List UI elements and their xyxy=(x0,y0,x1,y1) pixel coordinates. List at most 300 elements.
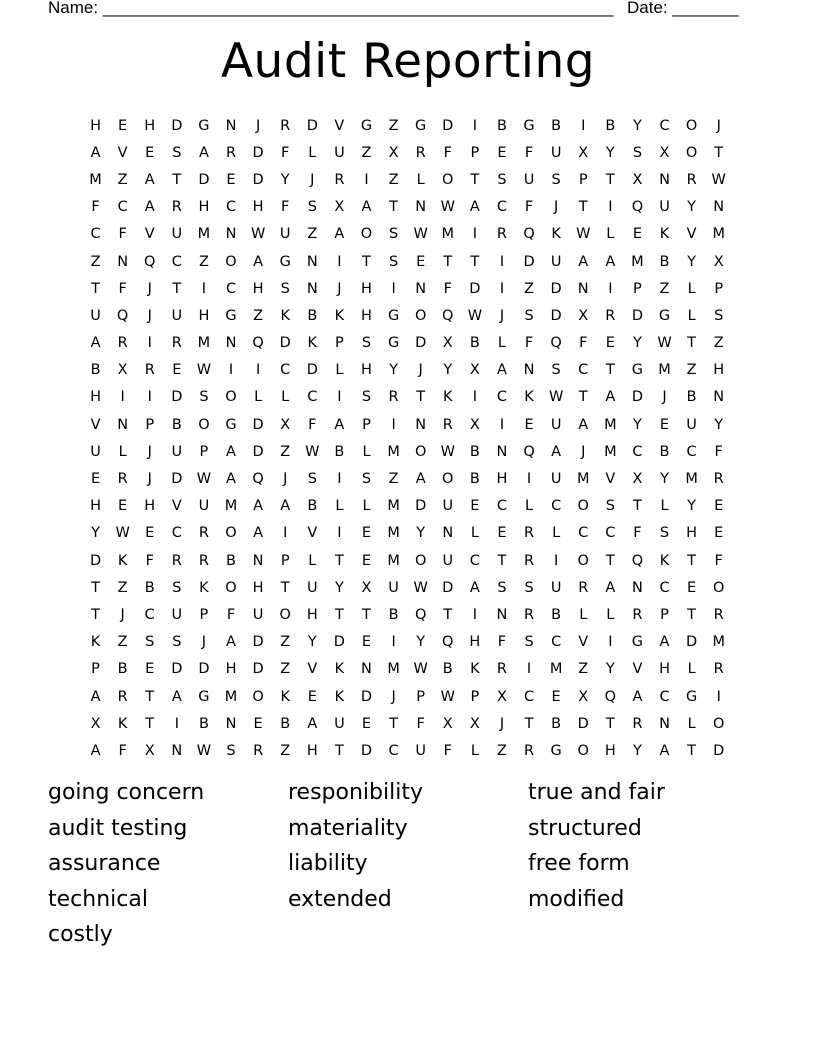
grid-letter: C xyxy=(632,443,643,460)
grid-letter: Z xyxy=(524,280,535,297)
grid-letter: E xyxy=(714,498,724,515)
word-list-item: structured xyxy=(528,815,642,841)
grid-letter: C xyxy=(469,552,480,569)
grid-letter: F xyxy=(281,199,290,216)
grid-letter: U xyxy=(550,416,562,433)
grid-letter: U xyxy=(388,579,399,596)
grid-letter: K xyxy=(334,307,345,324)
grid-letter: D xyxy=(469,280,481,297)
grid-letter: H xyxy=(90,117,101,134)
word-list-item: free form xyxy=(528,851,630,877)
grid-letter: R xyxy=(117,471,128,488)
grid-letter: M xyxy=(224,688,238,705)
grid-letter: C xyxy=(225,280,237,297)
grid-letter: E xyxy=(361,552,372,569)
grid-letter: B xyxy=(90,362,101,379)
word-list-item: costly xyxy=(48,922,113,948)
grid-letter: N xyxy=(306,280,318,297)
grid-letter: Y xyxy=(443,362,453,379)
grid-letter: P xyxy=(145,416,155,433)
grid-letter: X xyxy=(578,688,589,705)
grid-letter: Z xyxy=(90,253,101,270)
grid-letter: X xyxy=(469,715,480,732)
grid-letter: F xyxy=(524,144,534,161)
date-field-label: Date: _______ xyxy=(627,0,739,17)
grid-letter: T xyxy=(145,688,155,705)
grid-letter: V xyxy=(307,525,318,542)
grid-letter: B xyxy=(659,443,670,460)
grid-letter: S xyxy=(361,335,372,352)
grid-letter: A xyxy=(307,715,318,732)
grid-letter: Y xyxy=(91,525,100,542)
grid-letter: T xyxy=(91,280,100,297)
grid-letter: E xyxy=(145,144,155,161)
grid-letter: I xyxy=(337,389,342,406)
grid-letter: U xyxy=(334,144,345,161)
grid-letter: U xyxy=(550,579,562,596)
grid-letter: H xyxy=(198,199,210,216)
grid-letter: D xyxy=(252,661,264,678)
grid-letter: N xyxy=(523,362,535,379)
grid-letter: Z xyxy=(713,335,724,352)
grid-letter: R xyxy=(524,552,535,569)
grid-letter: I xyxy=(716,688,721,705)
grid-letter: I xyxy=(391,280,396,297)
grid-letter: N xyxy=(306,253,318,270)
grid-letter: L xyxy=(362,498,371,515)
grid-letter: T xyxy=(470,171,480,188)
grid-letter: F xyxy=(524,199,534,216)
grid-letter: W xyxy=(413,579,428,596)
grid-letter: U xyxy=(171,226,183,243)
grid-letter: A xyxy=(198,144,209,161)
grid-letter: A xyxy=(226,634,236,651)
grid-letter: H xyxy=(144,498,156,515)
grid-letter: R xyxy=(171,552,182,569)
grid-letter: G xyxy=(415,117,427,134)
grid-letter: B xyxy=(686,389,697,406)
grid-letter: I xyxy=(554,552,559,569)
grid-letter: D xyxy=(360,742,373,759)
grid-letter: B xyxy=(551,606,562,623)
grid-letter: L xyxy=(335,498,344,515)
grid-letter: F xyxy=(118,742,127,759)
grid-letter: E xyxy=(172,362,182,379)
grid-letter: F xyxy=(118,280,127,297)
grid-letter: T xyxy=(605,552,615,569)
grid-letter: O xyxy=(712,715,725,732)
grid-letter: A xyxy=(226,471,236,488)
grid-letter: W xyxy=(657,335,672,352)
grid-letter: N xyxy=(415,280,427,297)
grid-letter: K xyxy=(551,226,561,243)
grid-letter: N xyxy=(713,389,725,406)
grid-letter: H xyxy=(686,525,698,542)
grid-letter: R xyxy=(388,389,399,406)
grid-letter: H xyxy=(252,280,264,297)
grid-letter: T xyxy=(172,280,182,297)
grid-letter: A xyxy=(253,498,264,515)
grid-letter: I xyxy=(499,280,505,297)
grid-letter: A xyxy=(334,226,345,243)
grid-letter: D xyxy=(631,389,643,406)
grid-letter: R xyxy=(496,661,507,678)
grid-letter: M xyxy=(387,443,400,460)
grid-letter: B xyxy=(469,335,480,352)
grid-letter: Z xyxy=(198,253,209,270)
grid-letter: Y xyxy=(687,199,697,216)
grid-letter: Z xyxy=(253,307,264,324)
grid-letter: K xyxy=(524,389,534,406)
grid-letter: X xyxy=(632,171,643,188)
grid-letter: I xyxy=(228,362,234,379)
word-list-item: liability xyxy=(288,851,368,877)
grid-letter: C xyxy=(578,362,589,379)
grid-letter: B xyxy=(388,606,399,623)
grid-letter: C xyxy=(551,498,562,515)
grid-letter: T xyxy=(714,144,724,161)
grid-letter: M xyxy=(441,226,455,243)
grid-letter: R xyxy=(198,552,209,569)
grid-letter: S xyxy=(226,742,236,759)
grid-letter: C xyxy=(496,389,508,406)
grid-letter: W xyxy=(440,199,455,216)
grid-letter: I xyxy=(526,471,532,488)
grid-letter: T xyxy=(605,715,615,732)
grid-letter: I xyxy=(364,171,369,188)
grid-letter: R xyxy=(524,525,535,542)
grid-letter: M xyxy=(197,226,211,243)
grid-letter: B xyxy=(551,117,562,134)
grid-letter: M xyxy=(712,634,725,651)
grid-letter: D xyxy=(577,715,589,732)
grid-letter: D xyxy=(171,117,183,134)
grid-letter: U xyxy=(442,552,454,569)
grid-letter: Y xyxy=(714,416,724,433)
grid-letter: T xyxy=(362,253,371,270)
grid-letter: U xyxy=(90,307,101,324)
grid-letter: L xyxy=(687,715,696,732)
grid-letter: H xyxy=(306,606,318,623)
grid-letter: H xyxy=(713,362,725,379)
grid-letter: M xyxy=(387,498,400,515)
grid-letter: R xyxy=(713,661,724,678)
grid-letter: X xyxy=(632,471,643,488)
grid-letter: O xyxy=(279,606,291,623)
grid-letter: N xyxy=(225,226,237,243)
grid-letter: T xyxy=(524,715,534,732)
grid-letter: D xyxy=(333,634,345,651)
grid-letter: C xyxy=(659,117,670,134)
grid-letter: L xyxy=(687,307,696,324)
grid-letter: F xyxy=(443,742,452,759)
grid-letter: U xyxy=(550,253,562,270)
grid-letter: M xyxy=(685,471,698,488)
grid-letter: U xyxy=(171,606,183,623)
grid-letter: T xyxy=(687,606,697,623)
grid-letter: D xyxy=(713,742,725,759)
grid-letter: N xyxy=(713,199,725,216)
grid-letter: D xyxy=(306,362,318,379)
grid-letter: B xyxy=(117,661,128,678)
grid-letter: R xyxy=(415,144,426,161)
grid-letter: S xyxy=(524,579,534,596)
grid-letter: Q xyxy=(523,443,535,460)
grid-letter: M xyxy=(89,171,102,188)
grid-letter: R xyxy=(253,742,264,759)
grid-letter: G xyxy=(360,117,373,134)
grid-letter: M xyxy=(387,661,400,678)
grid-letter: E xyxy=(416,253,426,270)
grid-letter: C xyxy=(605,525,616,542)
grid-letter: U xyxy=(171,443,183,460)
word-list-item: assurance xyxy=(48,851,161,877)
grid-letter: A xyxy=(280,498,291,515)
grid-letter: I xyxy=(472,606,477,623)
grid-letter: Z xyxy=(496,742,507,759)
grid-letter: N xyxy=(631,579,643,596)
grid-letter: L xyxy=(660,498,669,515)
grid-letter: R xyxy=(605,307,616,324)
grid-letter: A xyxy=(90,688,101,705)
grid-letter: R xyxy=(171,335,182,352)
grid-letter: Q xyxy=(604,688,617,705)
grid-letter: D xyxy=(171,471,183,488)
grid-letter: V xyxy=(117,144,128,161)
grid-letter: F xyxy=(497,634,507,651)
grid-letter: U xyxy=(686,416,697,433)
grid-letter: I xyxy=(337,525,342,542)
grid-letter: B xyxy=(442,661,453,678)
grid-letter: B xyxy=(280,715,291,732)
grid-letter: X xyxy=(578,144,589,161)
grid-letter: O xyxy=(712,579,725,596)
grid-letter: M xyxy=(387,552,400,569)
grid-letter: Y xyxy=(389,362,398,379)
grid-letter: M xyxy=(576,471,590,488)
grid-letter: S xyxy=(605,498,615,515)
grid-letter: Z xyxy=(388,117,399,134)
grid-letter: R xyxy=(686,171,697,188)
word-list-item: technical xyxy=(48,886,148,912)
grid-letter: R xyxy=(524,606,535,623)
grid-letter: A xyxy=(605,579,616,596)
grid-letter: L xyxy=(470,525,479,542)
grid-letter: N xyxy=(225,117,237,134)
grid-letter: L xyxy=(308,144,317,161)
grid-letter: T xyxy=(389,715,398,732)
grid-letter: S xyxy=(307,199,317,216)
grid-letter: O xyxy=(252,688,264,705)
grid-letter: B xyxy=(469,443,480,460)
grid-letter: X xyxy=(388,144,399,161)
grid-letter: W xyxy=(305,443,320,460)
grid-letter: C xyxy=(90,226,101,243)
grid-letter: O xyxy=(577,498,589,515)
grid-letter: R xyxy=(198,525,209,542)
grid-letter: R xyxy=(171,199,182,216)
grid-letter: T xyxy=(362,606,371,623)
grid-letter: Y xyxy=(307,634,317,651)
grid-letter: D xyxy=(415,335,427,352)
grid-letter: V xyxy=(171,498,182,515)
grid-letter: X xyxy=(713,253,724,270)
grid-letter: S xyxy=(388,226,399,243)
grid-letter: W xyxy=(413,226,428,243)
grid-letter: R xyxy=(442,416,453,433)
grid-letter: K xyxy=(117,552,128,569)
grid-letter: A xyxy=(90,742,101,759)
grid-letter: H xyxy=(306,742,318,759)
grid-letter: D xyxy=(252,171,264,188)
grid-letter: K xyxy=(90,634,101,651)
grid-letter: G xyxy=(198,117,210,134)
grid-letter: A xyxy=(659,634,670,651)
grid-letter: S xyxy=(632,144,643,161)
grid-letter: J xyxy=(147,280,152,297)
grid-letter: J xyxy=(581,443,586,460)
grid-letter: C xyxy=(659,688,670,705)
grid-letter: L xyxy=(606,226,615,243)
grid-letter: E xyxy=(145,525,155,542)
grid-letter: Q xyxy=(252,471,264,488)
grid-letter: G xyxy=(631,362,644,379)
grid-letter: X xyxy=(361,579,372,596)
grid-letter: Q xyxy=(550,335,562,352)
grid-letter: B xyxy=(144,579,155,596)
grid-letter: I xyxy=(608,634,613,651)
grid-letter: R xyxy=(117,688,128,705)
grid-letter: I xyxy=(499,253,505,270)
grid-letter: O xyxy=(414,443,427,460)
grid-letter: A xyxy=(578,253,589,270)
grid-letter: R xyxy=(144,362,155,379)
grid-letter: E xyxy=(632,226,642,243)
grid-letter: A xyxy=(361,199,372,216)
grid-letter: Q xyxy=(442,634,454,651)
grid-letter: F xyxy=(714,443,723,460)
grid-letter: H xyxy=(604,742,616,759)
grid-letter: X xyxy=(280,416,291,433)
grid-letter: X xyxy=(496,688,507,705)
grid-letter: Y xyxy=(687,498,697,515)
grid-letter: W xyxy=(196,362,212,379)
grid-letter: E xyxy=(253,715,263,732)
grid-letter: G xyxy=(225,307,237,324)
grid-letter: N xyxy=(117,253,129,270)
grid-letter: W xyxy=(196,471,212,488)
grid-letter: D xyxy=(415,498,427,515)
grid-letter: X xyxy=(659,144,670,161)
grid-letter: Y xyxy=(687,253,697,270)
grid-letter: U xyxy=(523,171,535,188)
grid-letter: L xyxy=(362,443,371,460)
grid-letter: A xyxy=(171,688,182,705)
grid-letter: Z xyxy=(117,579,128,596)
grid-letter: D xyxy=(306,117,318,134)
grid-letter: H xyxy=(225,661,237,678)
grid-letter: R xyxy=(632,606,643,623)
grid-letter: R xyxy=(496,226,507,243)
grid-letter: C xyxy=(496,498,508,515)
grid-letter: I xyxy=(391,416,396,433)
grid-letter: F xyxy=(579,335,588,352)
grid-letter: U xyxy=(279,226,291,243)
grid-letter: W xyxy=(250,226,266,243)
grid-letter: T xyxy=(443,606,453,623)
grid-letter: J xyxy=(499,307,505,324)
grid-letter: X xyxy=(469,362,480,379)
grid-letter: F xyxy=(443,144,452,161)
grid-letter: Q xyxy=(144,253,156,270)
grid-letter: X xyxy=(90,715,101,732)
grid-letter: U xyxy=(334,715,345,732)
grid-letter: E xyxy=(307,688,317,705)
grid-letter: A xyxy=(144,171,155,188)
grid-letter: E xyxy=(470,498,480,515)
grid-letter: D xyxy=(252,634,264,651)
grid-letter: M xyxy=(387,525,400,542)
grid-letter: T xyxy=(687,742,697,759)
grid-letter: N xyxy=(252,552,264,569)
grid-letter: B xyxy=(226,552,236,569)
grid-letter: S xyxy=(551,362,561,379)
grid-letter: N xyxy=(117,416,129,433)
grid-letter: W xyxy=(576,226,591,243)
grid-letter: Y xyxy=(605,661,615,678)
grid-letter: L xyxy=(254,389,263,406)
grid-letter: U xyxy=(171,307,183,324)
grid-letter: E xyxy=(90,471,101,488)
grid-letter: V xyxy=(605,471,616,488)
grid-letter: P xyxy=(280,552,290,569)
grid-letter: Z xyxy=(280,661,291,678)
grid-letter: Y xyxy=(416,525,426,542)
grid-letter: I xyxy=(337,253,342,270)
grid-letter: O xyxy=(225,525,237,542)
grid-letter: H xyxy=(90,498,101,515)
grid-letter: Y xyxy=(632,742,642,759)
grid-letter: Z xyxy=(659,280,670,297)
word-list-item: audit testing xyxy=(48,815,188,841)
grid-letter: U xyxy=(659,199,670,216)
grid-letter: J xyxy=(283,471,288,488)
grid-letter: U xyxy=(306,579,318,596)
grid-letter: L xyxy=(470,742,479,759)
grid-letter: K xyxy=(280,688,290,705)
grid-letter: R xyxy=(117,335,128,352)
grid-letter: D xyxy=(360,688,373,705)
grid-letter: C xyxy=(280,362,291,379)
grid-letter: L xyxy=(497,335,506,352)
grid-letter: E xyxy=(361,634,372,651)
grid-letter: T xyxy=(443,253,453,270)
grid-letter: J xyxy=(391,688,396,705)
grid-letter: I xyxy=(283,525,288,542)
grid-letter: I xyxy=(499,416,505,433)
grid-letter: E xyxy=(659,416,670,433)
grid-letter: D xyxy=(631,307,643,324)
grid-letter: E xyxy=(118,117,128,134)
grid-letter: Y xyxy=(632,416,642,433)
grid-letter: Y xyxy=(632,335,642,352)
grid-letter: H xyxy=(496,471,508,488)
grid-letter: S xyxy=(199,389,209,406)
grid-letter: J xyxy=(201,634,207,651)
grid-letter: A xyxy=(496,362,507,379)
grid-letter: W xyxy=(440,688,455,705)
grid-letter: S xyxy=(361,389,372,406)
